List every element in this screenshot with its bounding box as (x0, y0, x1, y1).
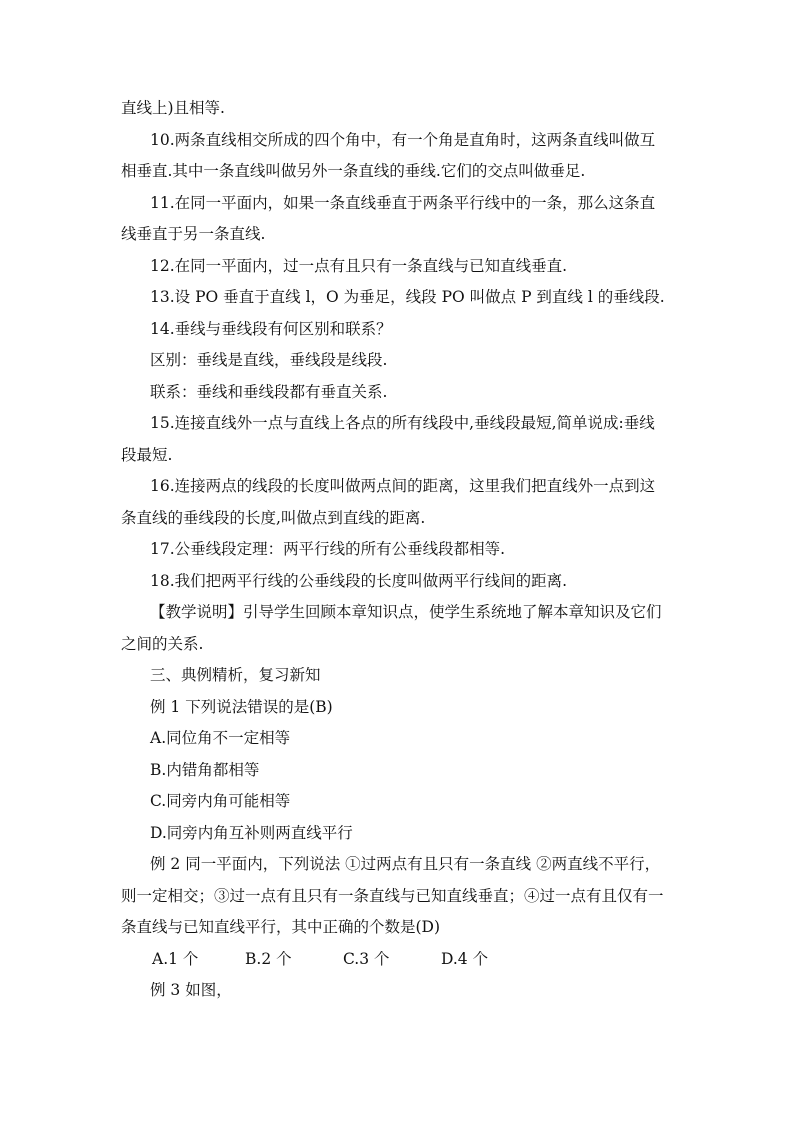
example-question: 例 3 如图， (150, 981, 232, 999)
answer-option: A.同位角不一定相等 (150, 729, 291, 747)
text-line: 16.连接两点的线段的长度叫做两点间的距离，这里我们把直线外一点到这 (150, 477, 656, 495)
example-question: 例 1 下列说法错误的是(B) (150, 697, 333, 716)
text-line: 10.两条直线相交所成的四个角中，有一个角是直角时，这两条直线叫做互 (150, 130, 656, 149)
answer-option: B.内错角都相等 (150, 760, 260, 779)
document-body (121, 93, 681, 1007)
answer-option: C.同旁内角可能相等 (150, 792, 291, 810)
answer-option-d: D.4 个 (441, 949, 489, 968)
answer-options-row (121, 944, 681, 976)
text-line: 15.连接直线外一点与直线上各点的所有线段中,垂线段最短,简单说成:垂线 (150, 414, 655, 432)
text-line: 则一定相交；③过一点有且只有一条直线与已知直线垂直；④过一点有且仅有一 (121, 886, 664, 905)
text-line: 18.我们把两平行线的公垂线段的长度叫做两平行线间的距离. (150, 571, 568, 590)
text-line: 13.设 PO 垂直于直线 l，O 为垂足，线段 PO 叫做点 P 到直线 l 的垂线段. (150, 288, 665, 306)
text-line: 段最短. (121, 445, 173, 464)
text-line: 14.垂线与垂线段有何区别和联系？ (150, 319, 392, 338)
text-line: 直线上)且相等. (121, 99, 225, 117)
text-line: 11.在同一平面内，如果一条直线垂直于两条平行线中的一条，那么这条直 (150, 193, 656, 212)
text-line: 17.公垂线段定理：两平行线的所有公垂线段都相等. (150, 540, 506, 558)
answer-option: D.同旁内角互补则两直线平行 (150, 823, 353, 842)
answer-option-b: B.2 个 (245, 949, 292, 968)
text-line: 【教学说明】引导学生回顾本章知识点，使学生系统地了解本章知识及它们 (150, 603, 662, 621)
text-line: 线垂直于另一条直线. (121, 225, 266, 243)
text-line: 区别：垂线是直线，垂线段是线段. (150, 351, 388, 369)
text-line: 12.在同一平面内，过一点有且只有一条直线与已知直线垂直. (150, 256, 568, 275)
answer-option-a: A.1 个 (152, 949, 199, 968)
text-line: 条直线的垂线段的长度,叫做点到直线的距离. (121, 508, 426, 527)
text-line: 相垂直.其中一条直线叫做另外一条直线的垂线.它们的交点叫做垂足. (121, 162, 586, 180)
answer-option-c: C.3 个 (343, 949, 390, 968)
text-line: 联系：垂线和垂线段都有垂直关系. (150, 382, 388, 401)
example-question: 例 2 同一平面内，下列说法 ①过两点有且只有一条直线 ②两直线不平行， (150, 855, 661, 873)
text-line: 之间的关系. (121, 634, 204, 653)
section-heading: 三、典例精析，复习新知 (150, 666, 321, 684)
text-line: 条直线与已知直线平行，其中正确的个数是(D) (121, 918, 441, 936)
